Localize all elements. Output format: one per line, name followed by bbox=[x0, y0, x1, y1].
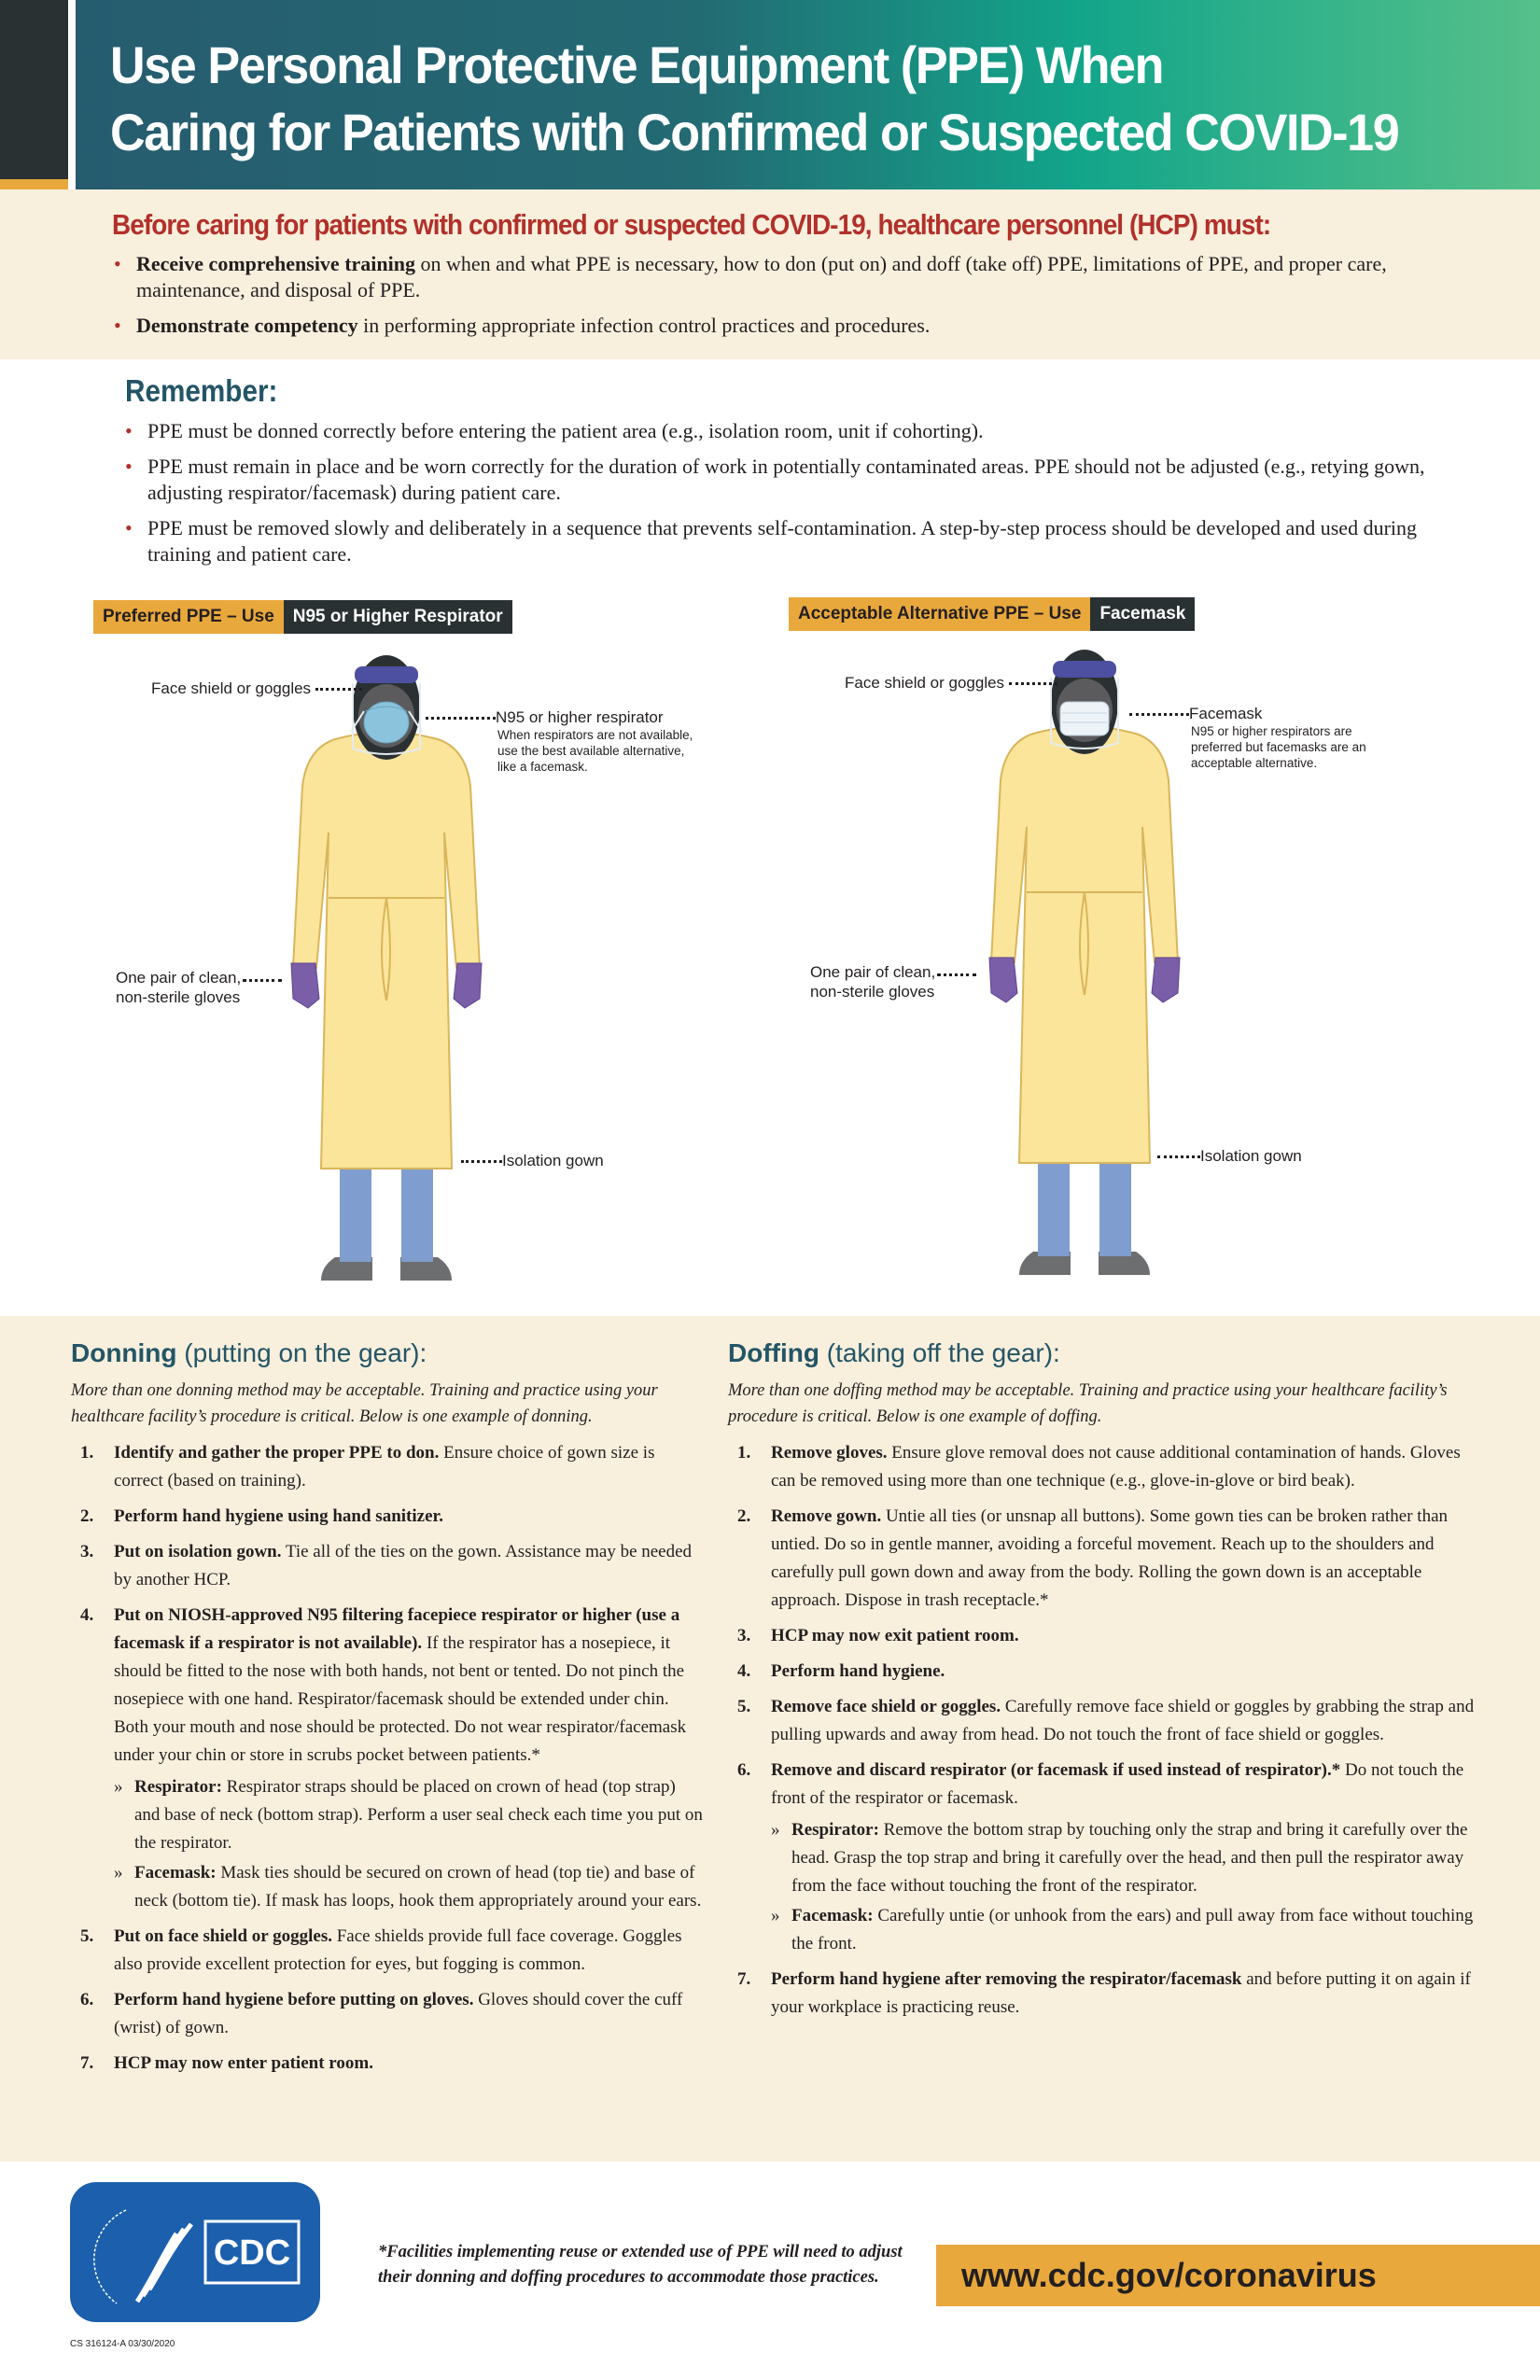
doffing-heading: Doffing (taking off the gear): bbox=[728, 1338, 1060, 1367]
sub-steps bbox=[771, 1816, 1475, 1958]
step-text: Tie all of the ties on the gown. Assistance may be needed by another HCP. bbox=[114, 1542, 693, 1589]
doffing-steps bbox=[728, 1439, 1475, 2022]
step-title: Put on isolation gown. bbox=[114, 1542, 282, 1561]
step-text: Ensure choice of gown size is correct (based on training). bbox=[114, 1443, 655, 1491]
list-item: • PPE must be removed slowly and deliberately in a sequence that prevents self-contamination. A step-by-step process should be developed and used during training and patient care. bbox=[125, 515, 1432, 567]
step-title: Perform hand hygiene. bbox=[771, 1661, 945, 1681]
doffing-step bbox=[728, 1503, 1475, 1615]
document-code: CS 316124-A 03/30/2020 bbox=[70, 2339, 175, 2349]
step-text: Untie all ties (or unsnap all buttons). Some gown ties can be broken rather than untied. Do so in gentle manner, avoiding a forceful movement. Reach up to the shoulders and carefully pull gown down and away from the body. Rolling the gown down is an acceptable approach. Dispose in trash receptacle.* bbox=[771, 1506, 1448, 1610]
step-title: Remove and discard respirator (or facemask if used instead of respirator).* bbox=[771, 1760, 1341, 1780]
donning-step bbox=[71, 1986, 706, 2042]
cdc-logo-text: CDC bbox=[213, 2233, 291, 2273]
sub-step bbox=[114, 1773, 706, 1857]
label-gloves: One pair of clean, non-sterile gloves bbox=[116, 969, 242, 1006]
isolation-gown-icon bbox=[991, 727, 1178, 1164]
pants-icon bbox=[340, 1155, 433, 1262]
doffing-step bbox=[728, 1658, 1475, 1686]
step-number: 1. bbox=[80, 1443, 94, 1463]
list-item bbox=[114, 251, 1439, 303]
sub-step bbox=[771, 1816, 1475, 1900]
list-item: • PPE must be donned correctly before entering the patient area (e.g., isolation room, unit if cohorting). bbox=[125, 418, 1432, 444]
cdc-url[interactable]: www.cdc.gov/coronavirus bbox=[936, 2245, 1540, 2306]
badge-value: N95 or Higher Respirator bbox=[284, 600, 512, 634]
doffing-column bbox=[728, 1338, 1475, 2029]
label-gloves: One pair of clean, non-sterile gloves bbox=[810, 963, 936, 1001]
donning-step bbox=[71, 1538, 706, 1594]
label-face-shield: Face shield or goggles bbox=[151, 679, 362, 698]
sub-steps bbox=[114, 1773, 706, 1915]
step-number: 2. bbox=[80, 1506, 94, 1526]
gloves-leader bbox=[937, 973, 976, 976]
header-banner bbox=[0, 0, 1540, 189]
before-list bbox=[114, 251, 1439, 348]
list-item: • PPE must remain in place and be worn correctly for the duration of work in potentially contaminated areas. PPE should not be adjusted (e.g., retying gown, adjusting respirator/facemask) during patient care. bbox=[125, 454, 1432, 506]
step-text: Gloves should cover the cuff (wrist) of gown. bbox=[114, 1990, 683, 2037]
step-title: Perform hand hygiene using hand sanitizer. bbox=[114, 1506, 443, 1526]
gloves-leader bbox=[243, 979, 282, 982]
label-face-shield: Face shield or goggles bbox=[845, 673, 1057, 693]
step-title: HCP may now exit patient room. bbox=[771, 1626, 1019, 1645]
title-line-2: Caring for Patients with Confirmed or Suspected COVID-19 bbox=[110, 103, 1399, 161]
step-number: 7. bbox=[737, 1969, 751, 1989]
step-title: Perform hand hygiene after removing the respirator/facemask bbox=[771, 1969, 1242, 1989]
respirator-note: When respirators are not available, use the best available alternative, like a facemask. bbox=[497, 728, 693, 774]
badge-value: Facemask bbox=[1090, 597, 1195, 631]
step-number: 5. bbox=[80, 1926, 94, 1946]
step-number: 7. bbox=[80, 2053, 94, 2073]
step-title: Put on face shield or goggles. bbox=[114, 1926, 332, 1946]
before-caring-section bbox=[0, 189, 1540, 359]
header-orange-strip bbox=[0, 179, 68, 189]
step-text: Do not touch the front of the respirator or facemask. bbox=[771, 1760, 1464, 1808]
isolation-gown-icon bbox=[293, 733, 480, 1169]
hhs-cdc-logo bbox=[70, 2182, 320, 2322]
step-number: 3. bbox=[737, 1626, 751, 1645]
sub-step-text: Carefully untie (or unhook from the ears) and pull away from face without touching the front. bbox=[791, 1906, 1474, 1953]
donning-step bbox=[71, 1439, 706, 1495]
item-bold: Receive comprehensive training bbox=[136, 252, 415, 275]
item-text: on when and what PPE is necessary, how to don (put on) and doff (take off) PPE, limitations of PPE, and proper care, maintenance, and disposal of PPE. bbox=[136, 252, 1387, 301]
donning-step bbox=[71, 1602, 706, 1915]
page-title bbox=[110, 32, 1481, 166]
step-number: 3. bbox=[80, 1542, 94, 1561]
badge-label: Acceptable Alternative PPE – Use bbox=[789, 597, 1090, 631]
donning-column bbox=[71, 1338, 706, 2085]
label-gown: Isolation gown bbox=[461, 1151, 604, 1170]
alternative-ppe-badge bbox=[789, 597, 1195, 631]
donning-heading: Donning (putting on the gear): bbox=[71, 1338, 427, 1367]
step-title: Remove gloves. bbox=[771, 1443, 888, 1463]
facemask-icon bbox=[1060, 702, 1109, 735]
remember-section bbox=[125, 373, 1432, 577]
sub-step bbox=[114, 1859, 706, 1915]
donning-steps bbox=[71, 1439, 706, 2078]
step-title: HCP may now enter patient room. bbox=[114, 2053, 373, 2073]
step-number: 6. bbox=[80, 1990, 94, 2009]
doffing-step bbox=[728, 1439, 1475, 1495]
donning-step bbox=[71, 2050, 706, 2078]
before-heading: Before caring for patients with confirmed or suspected COVID-19, healthcare personnel (HCP) must: bbox=[112, 208, 1271, 241]
step-number: 4. bbox=[737, 1661, 751, 1681]
sub-step-text: Mask ties should be secured on crown of head (top tie) and base of neck (bottom tie). If mask has loops, hook them appropriately around your ears. bbox=[134, 1863, 702, 1911]
preferred-ppe-badge bbox=[93, 600, 512, 634]
label-respirator: N95 or higher respirator When respirators are not available, use the best available alternative, like a facemask. bbox=[426, 707, 693, 775]
sub-step-text: Respirator straps should be placed on crown of head (top strap) and base of neck (bottom strap). Perform a user seal check each time you put on the respirator. bbox=[134, 1777, 703, 1853]
item-text: in performing appropriate infection control practices and procedures. bbox=[357, 314, 931, 337]
sub-step-title: Respirator: bbox=[134, 1777, 222, 1797]
list-item bbox=[114, 313, 1439, 339]
step-title: Remove face shield or goggles. bbox=[771, 1697, 1001, 1716]
donning-doffing-section bbox=[0, 1316, 1540, 2162]
donning-step bbox=[71, 1923, 706, 1979]
step-text: Carefully remove face shield or goggles by grabbing the strap and pulling upwards and away from head. Do not touch the front of face shield or goggles. bbox=[771, 1697, 1475, 1744]
step-text: and before putting it on again if your workplace is practicing reuse. bbox=[771, 1969, 1471, 2017]
doffing-intro: More than one doffing method may be acceptable. Training and practice using your healthcare facility’s procedure is critical. Below is one example of doffing. bbox=[728, 1381, 1448, 1426]
doffing-step bbox=[728, 1693, 1475, 1749]
doffing-step bbox=[728, 1757, 1475, 1958]
step-number: 5. bbox=[737, 1697, 751, 1716]
facemask-note: N95 or higher respirators are preferred but facemasks are an acceptable alternative. bbox=[1191, 724, 1366, 770]
pants-icon bbox=[1038, 1149, 1131, 1256]
step-title: Put on NIOSH-approved N95 filtering facepiece respirator or higher (use a facemask if a respirator is not available). bbox=[114, 1605, 680, 1653]
footnote: *Facilities implementing reuse or extended use of PPE will need to adjust their donning and doffing procedures to accommodate those practices. bbox=[378, 2243, 903, 2287]
doffing-step bbox=[728, 1622, 1475, 1650]
badge-label: Preferred PPE – Use bbox=[93, 600, 284, 634]
title-line-1: Use Personal Protective Equipment (PPE) When bbox=[110, 35, 1164, 94]
sub-step-title: Respirator: bbox=[791, 1820, 879, 1840]
step-number: 2. bbox=[737, 1506, 751, 1526]
sub-step-title: Facemask: bbox=[134, 1863, 217, 1883]
label-gown: Isolation gown bbox=[1157, 1146, 1302, 1166]
hhs-eagle-icon bbox=[70, 2182, 320, 2322]
step-text: Face shields provide full face coverage. Goggles also provide excellent protection for eyes, but fogging is common. bbox=[114, 1926, 682, 1974]
remember-list bbox=[125, 418, 1432, 567]
sub-step bbox=[771, 1902, 1475, 1958]
step-title: Perform hand hygiene before putting on gloves. bbox=[114, 1990, 474, 2009]
step-text: If the respirator has a nosepiece, it should be fitted to the nose with both hands, not bent or tented. Do not pinch the nosepiece with one hand. Respirator/facemask should be extended under chin. Both your mouth and nose should be protected. Do not wear respirator/facemask under your chin or store in scrubs pocket between patients.* bbox=[114, 1633, 687, 1765]
step-title: Identify and gather the proper PPE to don. bbox=[114, 1443, 440, 1463]
sub-step-text: Remove the bottom strap by touching only the strap and bring it carefully over the head. Grasp the top strap and bring it carefully over the head, and then pull the respirator away from the face without touching the front of the respirator. bbox=[791, 1820, 1468, 1896]
item-bold: Demonstrate competency bbox=[136, 314, 358, 337]
step-text: Ensure glove removal does not cause additional contamination of hands. Gloves can be removed using more than one technique (e.g., glove-in-glove or bird beak). bbox=[771, 1443, 1461, 1491]
doffing-step bbox=[728, 1966, 1475, 2022]
step-number: 6. bbox=[737, 1760, 751, 1780]
sub-step-title: Facemask: bbox=[791, 1906, 874, 1925]
remember-heading: Remember: bbox=[125, 373, 278, 408]
step-number: 1. bbox=[737, 1443, 751, 1463]
header-dark-strip bbox=[0, 0, 68, 179]
step-title: Remove gown. bbox=[771, 1506, 882, 1526]
donning-intro: More than one donning method may be acceptable. Training and practice using your healthcare facility’s procedure is critical. Below is one example of donning. bbox=[71, 1381, 658, 1426]
step-number: 4. bbox=[80, 1605, 94, 1625]
label-facemask: Facemask N95 or higher respirators are preferred but facemasks are an acceptable alternative. bbox=[1129, 704, 1387, 771]
donning-step bbox=[71, 1503, 706, 1531]
header-divider bbox=[68, 0, 76, 189]
